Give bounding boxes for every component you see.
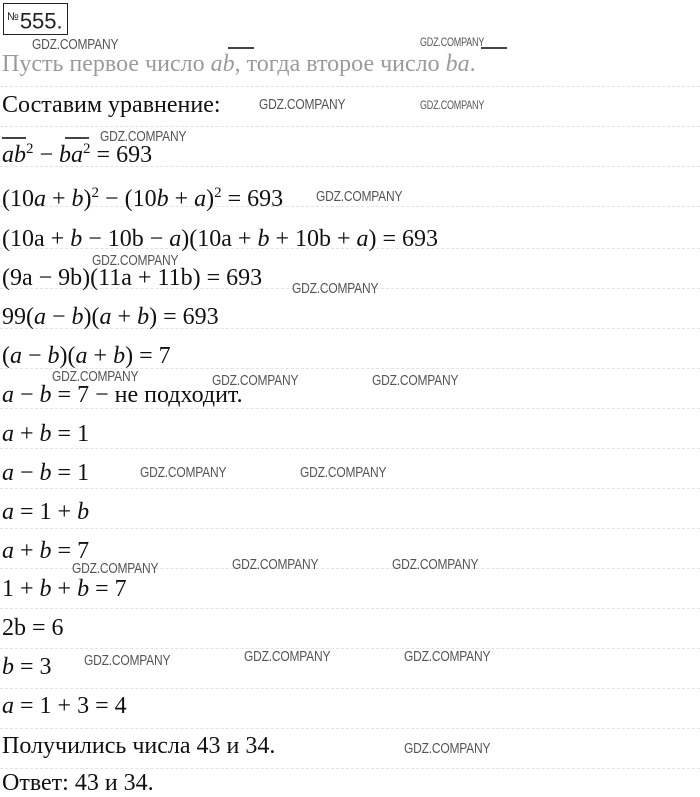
equation-5: 99(a − b)(a + b) = 693 (2, 304, 219, 330)
watermark: GDZ.COMPANY (404, 647, 491, 665)
watermark: GDZ.COMPANY (300, 463, 387, 481)
equation-7: a − b = 7 − не подходит. (2, 382, 243, 408)
equation-13: 2b = 6 (2, 615, 64, 641)
overline-ab-eq (2, 137, 26, 139)
result-line: Получились числа 43 и 34. (2, 733, 276, 759)
watermark: GDZ.COMPANY (420, 35, 485, 49)
equation-3: (10a + b − 10b − a)(10a + b + 10b + a) = 693 (2, 226, 439, 252)
overline-ab (228, 47, 254, 49)
answer-line: Ответ: 43 и 34. (2, 770, 154, 796)
problem-number-badge (3, 3, 68, 35)
equation-9: a − b = 1 (2, 460, 90, 486)
watermark: GDZ.COMPANY (404, 739, 491, 757)
watermark: GDZ.COMPANY (244, 647, 331, 665)
watermark: GDZ.COMPANY (292, 279, 379, 297)
problem-number: 555. (19, 8, 63, 34)
equation-15: a = 1 + 3 = 4 (2, 693, 127, 719)
watermark: GDZ.COMPANY (52, 367, 139, 385)
number-ab: ab (210, 51, 235, 77)
watermark: GDZ.COMPANY (100, 127, 187, 145)
watermark: GDZ.COMPANY (316, 187, 403, 205)
equation-1: $ab^2 - ba^2 = 693$ (2, 141, 153, 168)
equation-14: b = 3 (2, 654, 52, 680)
equation-6: (a − b)(a + b) = 7 (2, 343, 171, 369)
watermark: GDZ.COMPANY (32, 35, 119, 53)
overline-ba-eq (65, 137, 89, 139)
equation-8: a + b = 1 (2, 421, 90, 447)
compose-heading: Составим уравнение: (2, 92, 221, 118)
watermark: GDZ.COMPANY (72, 559, 159, 577)
equation-4: (9a − 9b)(11a + 11b) = 693 (2, 265, 263, 291)
watermark: GDZ.COMPANY (259, 95, 346, 113)
watermark: GDZ.COMPANY (84, 651, 171, 669)
watermark: GDZ.COMPANY (420, 98, 485, 112)
number-ba: ba (445, 51, 470, 77)
watermark: GDZ.COMPANY (92, 251, 179, 269)
watermark: GDZ.COMPANY (392, 555, 479, 573)
overline-ba (481, 47, 507, 49)
equation-11: a + b = 7 (2, 538, 90, 564)
intro-line: Пусть первое число ab, тогда второе число ba. (2, 51, 476, 77)
watermark: GDZ.COMPANY (212, 371, 299, 389)
equation-10: a = 1 + b (2, 499, 90, 525)
watermark: GDZ.COMPANY (232, 555, 319, 573)
equation-2: $(10a + b)^2 - (10b + a)^2 = 693$ (2, 185, 284, 212)
number-sign: № (7, 11, 19, 23)
equation-12: 1 + b + b = 7 (2, 576, 127, 602)
watermark: GDZ.COMPANY (140, 463, 227, 481)
watermark: GDZ.COMPANY (372, 371, 459, 389)
